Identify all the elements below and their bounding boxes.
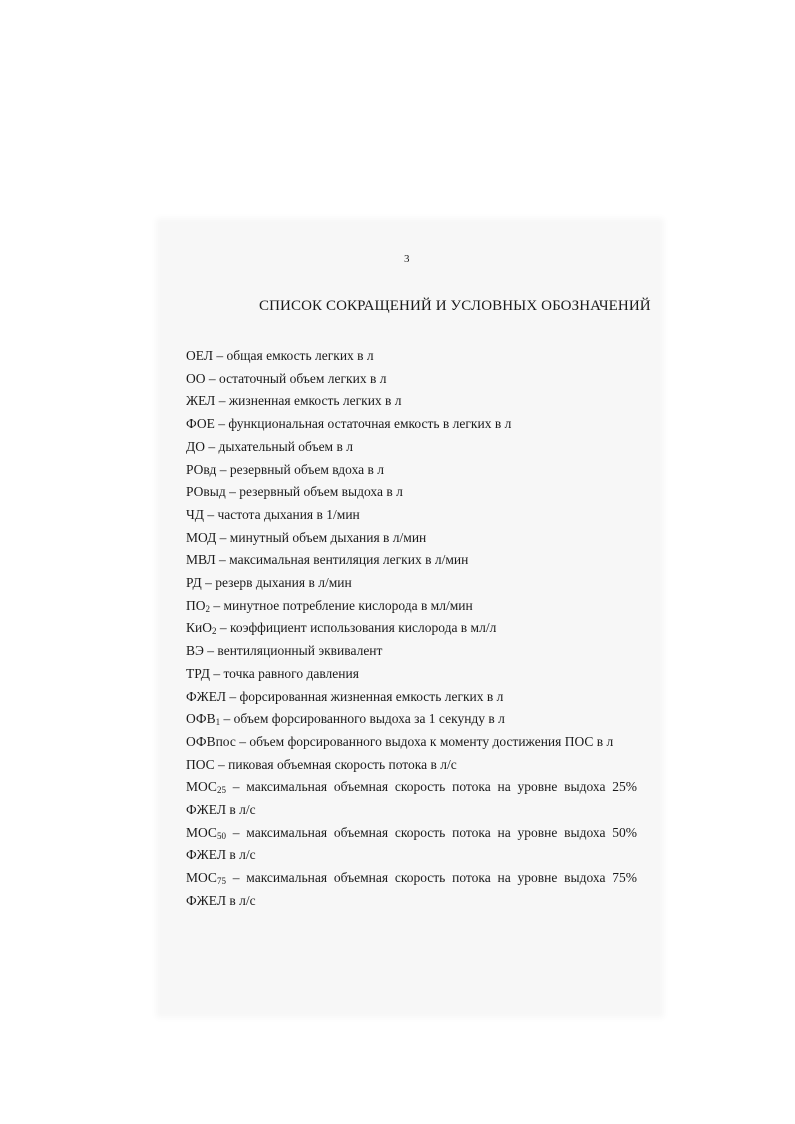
- abbreviation-definition: – пиковая объемная скорость потока в л/с: [214, 756, 457, 772]
- abbreviation-entry: [186, 527, 637, 550]
- abbreviation-term: КиО: [186, 620, 212, 636]
- abbreviation-entry: [186, 413, 637, 436]
- abbreviation-term: РОвыд: [186, 484, 226, 500]
- abbreviation-entry: [186, 549, 637, 572]
- abbreviation-entry: [186, 345, 637, 368]
- abbreviation-entry: [186, 481, 637, 504]
- abbreviation-entry: [186, 776, 637, 821]
- abbreviation-entry: [186, 663, 637, 686]
- abbreviation-term: ЖЕЛ: [186, 393, 216, 409]
- abbreviation-definition: – частота дыхания в 1/мин: [203, 506, 360, 522]
- abbreviation-entry: [186, 595, 637, 618]
- abbreviation-entry: [186, 368, 637, 391]
- abbreviation-definition: – объем форсированного выдоха за 1 секунду в л: [220, 711, 505, 727]
- abbreviation-definition: – жизненная емкость легких в л: [215, 393, 402, 409]
- abbreviation-entry: [186, 708, 637, 731]
- abbreviation-definition: – резерв дыхания в л/мин: [201, 575, 352, 591]
- abbreviation-definition: – вентиляционный эквивалент: [203, 643, 383, 659]
- abbreviation-definition: – резервный объем вдоха в л: [216, 461, 385, 477]
- abbreviation-definition: – максимальная объемная скорость потока на уровне выдоха 75% ФЖЕЛ в л/с: [186, 870, 637, 908]
- abbreviation-entry: [186, 617, 637, 640]
- abbreviation-entry: [186, 504, 637, 527]
- abbreviation-term: ПОС: [186, 756, 215, 772]
- abbreviation-term: МОС: [186, 824, 217, 840]
- abbreviation-entry: [186, 436, 637, 459]
- abbreviation-definition: – максимальная объемная скорость потока на уровне выдоха 25% ФЖЕЛ в л/с: [186, 779, 637, 818]
- abbreviation-term: ПО: [186, 597, 206, 613]
- abbreviation-term: ФОЕ: [186, 416, 215, 432]
- abbreviation-definition: – объем форсированного выдоха к моменту достижения ПОС в л: [235, 733, 614, 749]
- abbreviation-subscript: 50: [216, 830, 226, 841]
- abbreviation-entry: [186, 572, 637, 595]
- abbreviation-term: МВЛ: [186, 552, 216, 568]
- abbreviation-term: ОЕЛ: [186, 348, 213, 363]
- abbreviation-definition: – резервный объем выдоха в л: [225, 484, 403, 500]
- abbreviation-entry: [186, 640, 637, 663]
- abbreviation-entry: [186, 867, 637, 912]
- abbreviation-term: МОД: [186, 529, 217, 545]
- abbreviation-entry: [186, 459, 637, 482]
- abbreviation-entry: [186, 731, 637, 754]
- abbreviation-definition: – дыхательный объем в л: [204, 438, 353, 454]
- abbreviation-subscript: 1: [215, 717, 221, 728]
- abbreviation-term: ДО: [186, 438, 205, 454]
- abbreviation-subscript: 2: [211, 626, 217, 637]
- abbreviation-term: ОФВпос: [186, 733, 236, 749]
- abbreviation-term: ФЖЕЛ: [186, 688, 226, 704]
- abbreviation-entry: [186, 686, 637, 709]
- abbreviation-subscript: 2: [205, 603, 210, 614]
- abbreviation-definition: – максимальная объемная скорость потока на уровне выдоха 50% ФЖЕЛ в л/с: [186, 824, 637, 863]
- abbreviation-entry: [186, 754, 637, 777]
- abbreviation-definition: – форсированная жизненная емкость легких в л: [226, 688, 504, 704]
- abbreviation-subscript: 75: [216, 876, 226, 887]
- abbreviation-entry: [186, 390, 637, 413]
- abbreviation-definition: – функциональная остаточная емкость в легких в л: [214, 416, 512, 432]
- abbreviation-term: ЧД: [186, 506, 204, 522]
- abbreviation-definition: – точка равного давления: [209, 665, 359, 681]
- abbreviation-subscript: 25: [216, 785, 226, 796]
- abbreviation-term: ВЭ: [186, 643, 204, 659]
- abbreviation-term: ТРД: [186, 665, 210, 681]
- abbreviation-term: РД: [186, 575, 202, 591]
- abbreviation-term: ОФВ: [186, 711, 216, 727]
- abbreviation-definition: – общая емкость легких в л: [212, 348, 374, 363]
- abbreviation-term: МОС: [186, 779, 217, 795]
- abbreviation-definition: – максимальная вентиляция легких в л/мин: [215, 552, 469, 568]
- page-number: 3: [404, 253, 410, 265]
- abbreviation-list: [186, 345, 637, 913]
- abbreviation-term: ОО: [186, 370, 206, 386]
- abbreviation-definition: – минутное потребление кислорода в мл/мин: [210, 597, 473, 613]
- abbreviation-term: МОС: [186, 870, 217, 886]
- abbreviation-entry: [186, 822, 637, 867]
- abbreviation-definition: – минутный объем дыхания в л/мин: [216, 529, 427, 545]
- abbreviation-definition: – коэффициент использования кислорода в мл/л: [216, 620, 497, 636]
- page-title: СПИСОК СОКРАЩЕНИЙ И УСЛОВНЫХ ОБОЗНАЧЕНИЙ: [259, 298, 651, 314]
- abbreviation-definition: – остаточный объем легких в л: [205, 370, 387, 386]
- abbreviation-term: РОвд: [186, 461, 217, 477]
